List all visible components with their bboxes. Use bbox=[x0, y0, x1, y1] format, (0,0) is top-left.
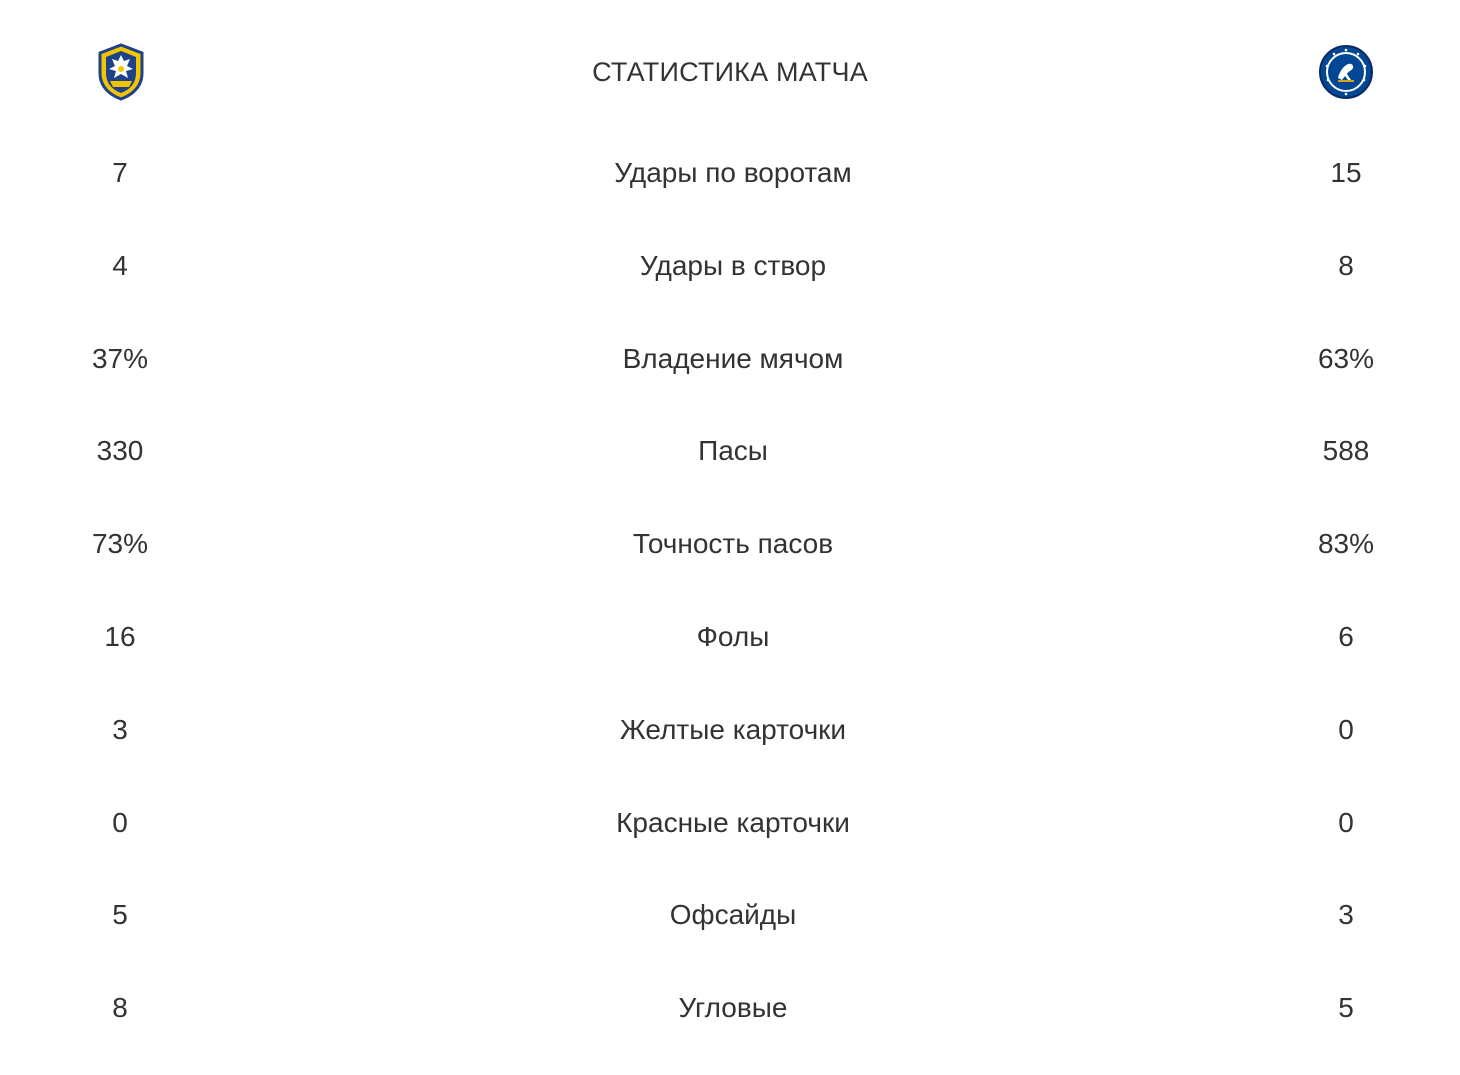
away-value: 83% bbox=[1317, 528, 1375, 560]
stat-row-red-cards bbox=[0, 777, 1460, 870]
away-value: 0 bbox=[1338, 806, 1354, 838]
stat-row-passes bbox=[0, 405, 1460, 498]
stat-label: Фолы bbox=[696, 620, 770, 652]
away-value: 8 bbox=[1338, 249, 1354, 281]
stat-row-possession bbox=[0, 313, 1460, 406]
stat-row-fouls bbox=[0, 591, 1460, 684]
away-value: 15 bbox=[1330, 157, 1362, 188]
stat-row-offsides bbox=[0, 869, 1460, 962]
stat-row-shots bbox=[0, 127, 1460, 220]
home-value: 73% bbox=[91, 528, 149, 560]
home-value: 8 bbox=[112, 992, 128, 1024]
stat-row-corners bbox=[0, 962, 1460, 1055]
stat-label: Удары по воротам bbox=[614, 157, 852, 188]
away-team-logo bbox=[1310, 36, 1382, 108]
stat-label: Точность пасов bbox=[632, 528, 834, 560]
stat-label: Удары в створ bbox=[639, 249, 827, 281]
stat-label: Пасы bbox=[698, 435, 768, 467]
stat-row-pass-accuracy bbox=[0, 498, 1460, 591]
stats-title: СТАТИСТИКА МАТЧА bbox=[592, 57, 868, 87]
home-value: 5 bbox=[112, 899, 128, 931]
stat-label: Красные карточки bbox=[616, 806, 850, 838]
home-value: 330 bbox=[96, 435, 144, 467]
away-value: 3 bbox=[1338, 899, 1354, 931]
stat-label: Желтые карточки bbox=[619, 713, 847, 745]
stat-row-shots-on-target bbox=[0, 220, 1460, 313]
stats-header bbox=[0, 36, 1460, 108]
home-value: 3 bbox=[112, 713, 128, 745]
away-value: 5 bbox=[1338, 992, 1354, 1024]
stat-label: Угловые bbox=[678, 992, 788, 1024]
home-value: 16 bbox=[104, 620, 136, 652]
home-value: 7 bbox=[112, 157, 128, 188]
chelsea-crest-icon bbox=[1318, 44, 1374, 100]
home-value: 37% bbox=[91, 342, 149, 374]
home-value: 0 bbox=[112, 806, 128, 838]
leeds-united-crest-icon bbox=[96, 43, 146, 101]
stat-row-yellow-cards bbox=[0, 684, 1460, 777]
stat-label: Владение мячом bbox=[622, 342, 844, 374]
home-team-logo bbox=[85, 36, 157, 108]
stat-label: Офсайды bbox=[669, 899, 797, 931]
away-value: 6 bbox=[1338, 620, 1354, 652]
home-value: 4 bbox=[112, 249, 128, 281]
stats-table bbox=[0, 127, 1460, 1055]
away-value: 0 bbox=[1338, 713, 1354, 745]
away-value: 63% bbox=[1317, 342, 1375, 374]
away-value: 588 bbox=[1322, 435, 1370, 467]
